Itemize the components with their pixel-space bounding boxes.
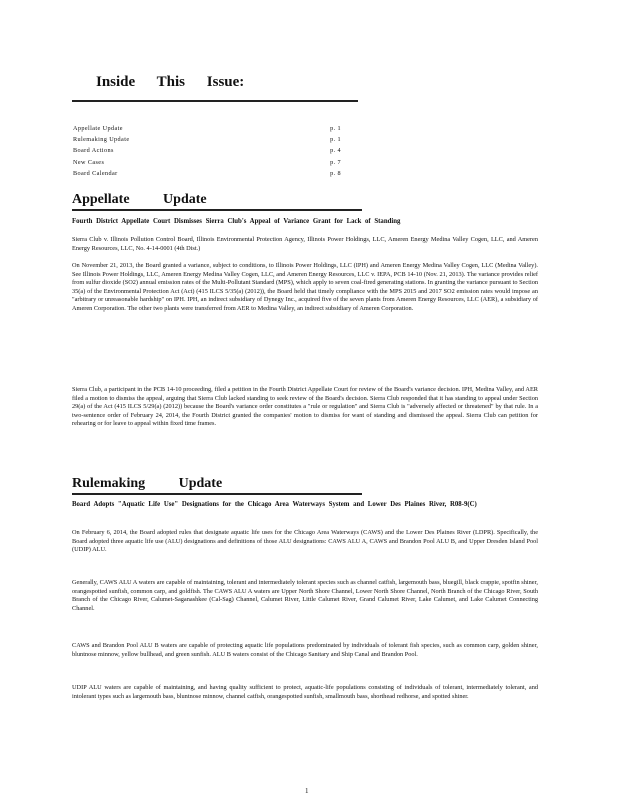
appellate-case-citation: Sierra Club v. Illinois Pollution Control Board, Illinois Environmental Protection Agency, Illinois Power Holdings, LLC, Ameren Energy Medina Valley Cogen, LLC, and Ameren Energy Resources, LLC, No. 4-14-0001 (4th Dist.) (72, 236, 538, 252)
rulemaking-paragraph-1: On February 6, 2014, the Board adopted rules that designate aquatic life uses for the Chicago Area Waterways (CAWS) and the Lower Des Plaines River (LDPR). Specifically, the Board adopted three aquatic life use (ALU) designations and definitions of those ALU designations: CAWS ALU A, CAWS and Brandon Pool ALU B, and Upper Dresden Island Pool (UDIP) ALU. (72, 529, 538, 554)
toc-label: Rulemaking Update (73, 136, 130, 144)
table-of-contents (73, 123, 341, 179)
rulemaking-subheading: Board Adopts "Aquatic Life Use" Designations for the Chicago Area Waterways System and Lower Des Plaines River, R08-9(C) (72, 501, 477, 508)
toc-page: p. 4 (330, 147, 341, 155)
issue-title: Inside This Issue: (96, 74, 245, 90)
appellate-paragraph-1: On November 21, 2013, the Board granted a variance, subject to conditions, to Illinois Power Holdings, LLC (IPH) and Ameren Energy Medina Valley Cogen, LLC (Medina Valley). See Illinois Power Holdings, LLC, Ameren Energy Medina Valley Cogen, LLC, and Ameren Energy Resources, LLC v. IEPA, PCB 14-10 (Nov. 21, 2013). The variance provides relief from sulfur dioxide (SO2) annual emission rates of the Multi-Pollutant Standard (MPS), which apply to seven coal-fired generating stations. In granting the variance pursuant to Section 35(a) of the Environmental Protection Act (Act) (415 ILCS 5/35(a) (2012)), the Board held that timely compliance with the MPS 2015 and 2017 SO2 emission rates would impose an "arbitrary or unreasonable hardship" on IPH. IPH, an indirect subsidiary of Dynegy Inc., acquired five of the seven plants from Ameren Energy Resources, LLC (AER), a subsidiary of Ameren Corporation. The other two plants were transferred from AER to Medina Valley, an indirect subsidiary of Ameren Corporation. (72, 262, 538, 312)
appellate-heading: Appellate Update (72, 192, 207, 207)
toc-item[interactable] (73, 145, 341, 156)
appellate-rule (72, 209, 362, 211)
title-rule (72, 100, 358, 102)
toc-item[interactable] (73, 123, 341, 134)
rulemaking-heading: Rulemaking Update (72, 476, 223, 491)
rulemaking-paragraph-2: Generally, CAWS ALU A waters are capable of maintaining, tolerant and intermediately tolerant species such as channel catfish, largemouth bass, bluegill, black crappie, spotfin shiner, orangespotted sunfish, common carp, and goldfish. The CAWS ALU A waters are Upper North Shore Channel, Lower North Shore Channel, North Branch of the Chicago River, South Branch of the Chicago River, Calumet-Saganashkee (Cal-Sag) Channel, Calumet River, Little Calumet River, Grand Calumet River, Lake Calumet, and Lake Calumet Connecting Channel. (72, 579, 538, 612)
toc-item[interactable] (73, 157, 341, 168)
toc-page: p. 1 (330, 136, 341, 144)
toc-label: Appellate Update (73, 125, 123, 132)
toc-label: New Cases (73, 158, 105, 166)
toc-label: Board Actions (73, 147, 114, 155)
toc-page: p. 7 (330, 158, 341, 166)
toc-page: p. 8 (330, 169, 341, 177)
toc-item[interactable] (73, 134, 341, 145)
rulemaking-paragraph-3: CAWS and Brandon Pool ALU B waters are capable of protecting aquatic life populations predominated by individuals of tolerant fish species, such as common carp, golden shiner, bluntnose minnow, yellow bullhead, and green sunfish. ALU B waters consist of the Chicago Sanitary and Ship Canal and Brandon Pool. (72, 642, 538, 658)
appellate-paragraph-2: Sierra Club, a participant in the PCB 14-10 proceeding, filed a petition in the Fourth District Appellate Court for review of the Board's variance decision. IPH, Medina Valley, and AER filed a motion to dismiss the appeal, arguing that Sierra Club lacked standing to seek review of the Board's decision. Sierra Club responded that it has standing to appeal under Section 29(a) of the Act (415 ILCS 5/29(a) (2012)) because the Board's variance order constitutes a "rule or regulation" and Sierra Club is "adversely affected or threatened" by that rule. In a two-sentence order of February 24, 2014, the Fourth District granted the companies' motion to dismiss for want of standing and dismissed the appeal. Sierra Club can petition for rehearing or for leave to appeal within fixed time frames. (72, 386, 538, 428)
toc-page: p. 1 (330, 125, 341, 132)
toc-label: Board Calendar (73, 169, 118, 177)
rulemaking-paragraph-4: UDIP ALU waters are capable of maintaining, and having quality sufficient to protect, aquatic-life populations consisting of individuals of tolerant, intermediately tolerant, and intolerant types such as largemouth bass, bluntnose minnow, channel catfish, orangespotted sunfish, smallmouth bass, shorthead redhorse, and spotted shiner. (72, 684, 538, 700)
toc-item[interactable] (73, 168, 341, 179)
page-number: 1 (305, 787, 309, 795)
appellate-subheading: Fourth District Appellate Court Dismisses Sierra Club's Appeal of Variance Grant for Lack of Standing (72, 218, 401, 225)
rulemaking-rule (72, 493, 362, 495)
